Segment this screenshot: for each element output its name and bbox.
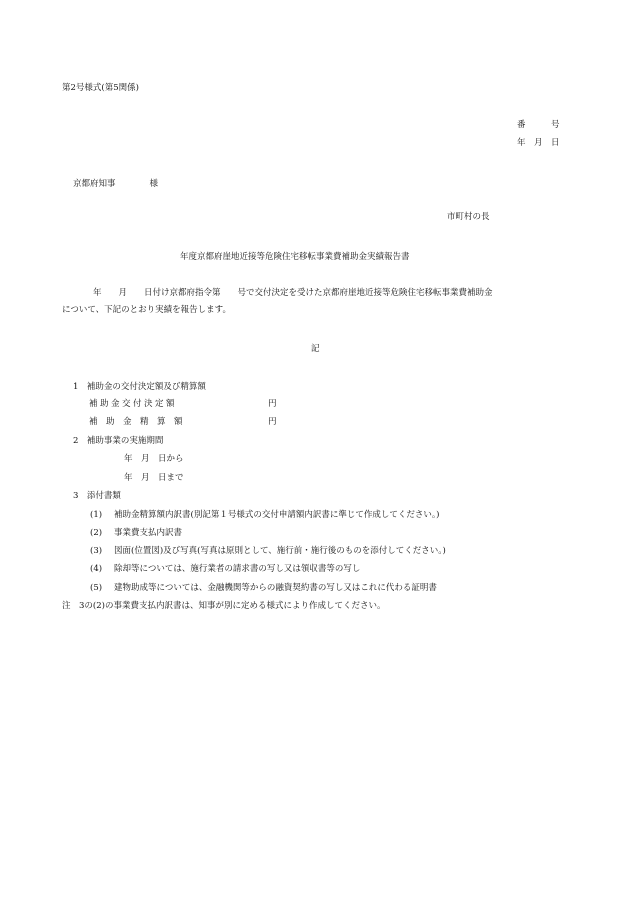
- body-line-1: 年 月 日付け京都府指令第 号で交付決定を受けた京都府崖地近接等危険住宅移転事業費補助金: [93, 288, 493, 298]
- period-from: 年 月 日から: [124, 454, 184, 464]
- attachment-1-num: (1): [90, 510, 103, 520]
- section-2-heading: 2 補助事業の実施期間: [73, 436, 164, 446]
- attachment-5-text: 建物助成等については、金融機関等からの融資契約書の写し又はこれに代わる証明書: [114, 583, 437, 593]
- grant-settlement-unit: 円: [268, 417, 277, 427]
- section-3-heading: 3 添付書類: [73, 491, 121, 501]
- attachment-2-num: (2): [90, 528, 103, 538]
- sender: 市町村の長: [447, 212, 490, 222]
- footnote: 注 3の(2)の事業費支払内訳書は、知事が別に定める様式により作成してください。: [62, 601, 386, 611]
- form-label: 第2号様式(第5関係): [62, 83, 139, 93]
- addressee: 京都府知事 様: [73, 179, 159, 189]
- document-number: 番 号: [517, 120, 560, 130]
- attachment-1-text: 補助金精算額内訳書(別記第１号様式の交付申請額内訳書に準じて作成してください。): [114, 510, 440, 520]
- attachment-2-text: 事業費支払内訳書: [114, 528, 183, 538]
- ki-heading: 記: [311, 344, 320, 354]
- attachment-3-text: 図面(位置図)及び写真(写真は原則として、施行前・施行後のものを添付してください。): [114, 546, 446, 556]
- grant-settlement-label: 補助金精算額: [89, 417, 192, 427]
- grant-decision-unit: 円: [268, 399, 277, 409]
- attachment-4-num: (4): [90, 564, 103, 574]
- document-date: 年 月 日: [517, 138, 560, 148]
- attachment-4-text: 除却等については、施行業者の請求書の写し又は領収書等の写し: [114, 564, 361, 574]
- body-line-2: について、下記のとおり実績を報告します。: [62, 305, 231, 315]
- attachment-3-num: (3): [90, 546, 103, 556]
- attachment-5-num: (5): [90, 583, 103, 593]
- grant-decision-label: 補助金交付決定額: [89, 399, 178, 409]
- period-to: 年 月 日まで: [124, 473, 184, 483]
- section-1-heading: 1 補助金の交付決定額及び精算額: [73, 382, 206, 392]
- document-title: 年度京都府崖地近接等危険住宅移転事業費補助金実績報告書: [180, 252, 410, 262]
